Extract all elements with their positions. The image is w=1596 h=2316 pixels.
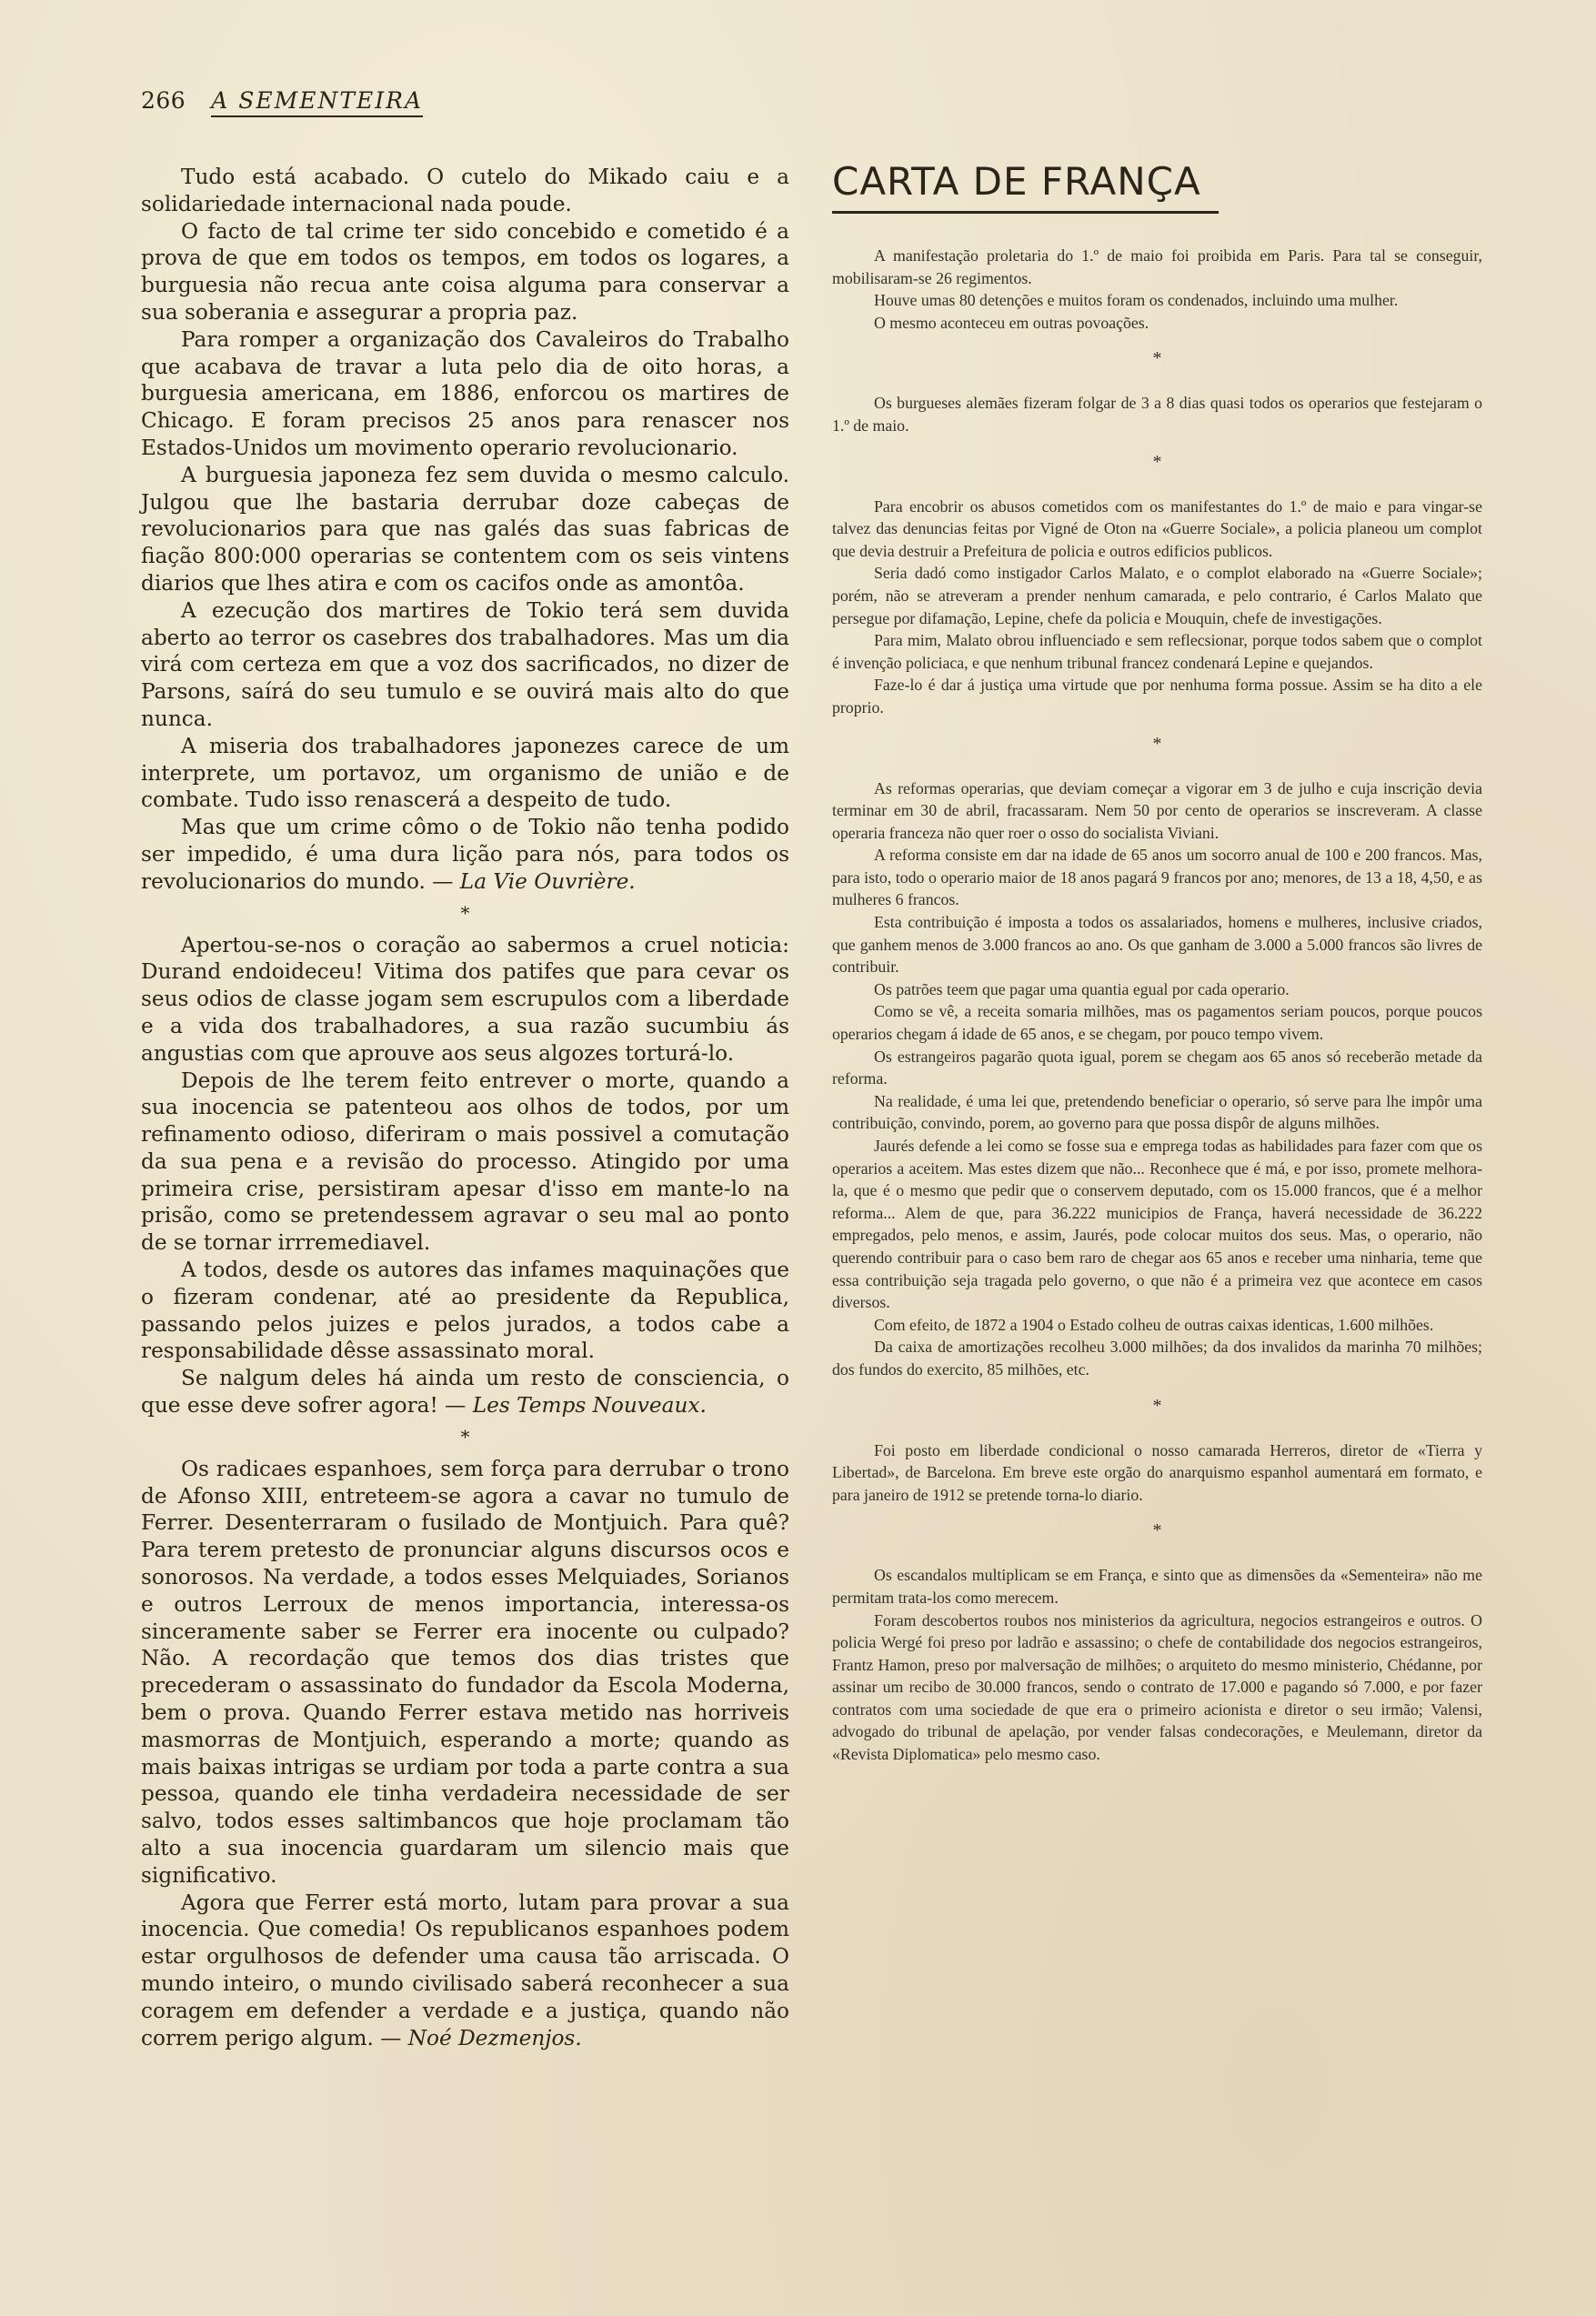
paragraph: A miseria dos trabalhadores japonezes carece de um interprete, um portavoz, um organismo de união e de combate. Tudo isso renascerá a despeito de tudo. bbox=[141, 733, 789, 813]
paragraph: Seria dadó como instigador Carlos Malato, e o complot elaborado na «Guerre Sociale»; porém, não se atreveram a prender nenhum camarada, e pelo contrario, é Carlos Malato que persegue por difamação, Lepine, chefe da policia e Mouquin, chefe de investigações. bbox=[832, 564, 1482, 627]
right-column bbox=[832, 159, 1482, 1766]
source-signature: La Vie Ouvrière. bbox=[459, 868, 636, 894]
section-separator-asterisk: * bbox=[1152, 1395, 1162, 1416]
paragraph-text: Mas que um crime cômo o de Tokio não tenha podido ser impedido, é uma dura lição para nós, para todos os revolucionarios do mundo. — bbox=[141, 815, 789, 894]
paragraph-text: Agora que Ferrer está morto, lutam para provar a sua inocencia. Que comedia! Os republicanos espanhoes podem estar orgulhosos de defender uma causa tão arriscada. O mundo inteiro, o mundo civilisado saberá reconhecer a sua coragem em defender a verdade e a justiça, quando não correm perigo algum. — bbox=[141, 1890, 789, 2050]
journal-title: A SEMENTEIRA bbox=[211, 87, 423, 117]
paragraph: Os escandalos multiplicam se em França, e sinto que as dimensões da «Sementeira» não me permitam trata-los como merecem. bbox=[832, 1566, 1482, 1607]
page-number: 266 bbox=[141, 87, 186, 114]
paragraph: Para romper a organização dos Cavaleiros do Trabalho que acabava de travar a luta pelo dia de oito horas, a burguesia americana, em 1886, enforcou os martires de Chicago. E foram precisos 25 anos para renascer nos Estados-Unidos um movimento operario revolucionario. bbox=[141, 326, 789, 460]
paragraph: Os estrangeiros pagarão quota igual, porem se chegam aos 65 anos só receberão metade da reforma. bbox=[832, 1047, 1482, 1088]
paragraph: Faze-lo é dar á justiça uma virtude que por nenhuma forma possue. Assim se ha dito a ele proprio. bbox=[832, 676, 1482, 717]
page-header bbox=[141, 87, 423, 117]
paragraph-text: Se nalgum deles há ainda um resto de consciencia, o que esse deve sofrer agora! — bbox=[141, 1366, 789, 1419]
paragraph: A reforma consiste em dar na idade de 65 anos um socorro anual de 100 e 200 francos. Mas, para isto, todo o operario maior de 18 anos pagará 9 francos por ano; menores, de 13 a 18, 4,50, e as mulheres 6 francos. bbox=[832, 846, 1482, 909]
paragraph: A ezecução dos martires de Tokio terá sem duvida aberto ao terror os casebres dos trabalhadores. Mas um dia virá com certeza em que a voz dos sacrificados, no dizer de Parsons, saírá do seu tumulo e se ouvirá mais alto do que nunca. bbox=[141, 597, 789, 731]
title-underline bbox=[832, 211, 1219, 214]
paragraph bbox=[141, 814, 789, 895]
section-separator-asterisk: * bbox=[460, 901, 470, 924]
paragraph: Da caixa de amortizações recolheu 3.000 milhões; da dos invalidos da marinha 70 milhões; dos fundos do exercito, 85 milhões, etc. bbox=[832, 1338, 1482, 1379]
paragraph: Com efeito, de 1872 a 1904 o Estado colheu de outras caixas identicas, 1.600 milhões. bbox=[874, 1315, 1434, 1334]
paragraph: Para mim, Malato obrou influenciado e sem reflecsionar, porque todos sabem que o complot é invenção policiaca, e que nenhum tribunal francez condenará Lepine e quejandos. bbox=[832, 631, 1482, 672]
paragraph: Na realidade, é uma lei que, pretendendo beneficiar o operario, só serve para lhe impôr uma contribuição, convindo, porem, ao governo para que possa dispôr de alguns milhões. bbox=[832, 1091, 1482, 1133]
paragraph: Foi posto em liberdade condicional o nosso camarada Herreros, diretor de «Tierra y Libertad», de Barcelona. Em breve este orgão do anarquismo espanhol aumentará em formato, e para janeiro de 1912 se pretende torna-lo diario. bbox=[832, 1440, 1482, 1504]
author-signature: Noé Dezmenjos. bbox=[407, 2025, 582, 2050]
paragraph: Os radicaes espanhoes, sem força para derrubar o trono de Afonso XIII, entreteem-se agora a cavar no tumulo de Ferrer. Desenterraram o fusilado de Montjuich. Para quê? Para terem pretesto de pronunciar alguns discursos ocos e sonorosos. Na verdade, a todos esses Melquiades, Sorianos e outros Lerroux de menos importancia, interessa-os sinceramente saber se Ferrer era inocente ou culpado? Não. A recordação que temos dos dias tristes que precederam o assassinato do fundador da Escola Moderna, bem o prova. Quando Ferrer estava metido nas horriveis masmorras de Montjuich, esperando a morte; quando as mais baixas intrigas se urdiam por toda a parte contra a sua pessoa, quando ele tinha verdadeira necessidade de ser salvo, todos esses saltimbancos que hoje proclamam tão alto a sua inocencia guardaram um silencio mais que significativo. bbox=[141, 1456, 789, 1888]
paragraph: O facto de tal crime ter sido concebido e cometido é a prova de que em todos os tempos, em todos os logares, a burguesia não recua ante coisa alguma para conservar a sua soberania e assegurar a propria paz. bbox=[141, 218, 789, 325]
paragraph: Jaurés defende a lei como se fosse sua e emprega todas as habilidades para fazer com que os operarios a aceitem. Mas estes dizem que não... Reconhece que é má, e por isso, promete melhora-la, que é o mesmo que pedir que o conservem deputado, com os 15.000 francos, que é a melhor reforma... Alem de que, para 36.222 municipios de França, haverá necessidade de 36.222 empregados, pelo menos, e assim, Jaurés, pode colocar muitos dos seus. Mas, o operario, não querendo contribuir para o caso bem raro de chegar aos 65 anos e receber uma ninharia, teme que essa contribuição seja tragada pelo governo, o que não é a primeira vez que acontece em casos diversos. bbox=[832, 1137, 1482, 1312]
section-separator-asterisk: * bbox=[1152, 451, 1162, 472]
left-column bbox=[141, 164, 789, 2051]
section-separator-asterisk: * bbox=[1152, 733, 1162, 754]
paragraph: Esta contribuição é imposta a todos os assalariados, homens e mulheres, inclusive criados, que ganhem menos de 3.000 francos ao ano. Os que ganham de 3.000 a 5.000 francos são livres de contribuir. bbox=[832, 913, 1482, 977]
section-title: CARTA DE FRANÇA bbox=[832, 159, 1201, 204]
section-separator-asterisk: * bbox=[1152, 348, 1162, 369]
paragraph: A burguesia japoneza fez sem duvida o mesmo calculo. Julgou que lhe bastaria derrubar doze cabeças de revolucionarios para que nas galés das suas fabricas de fiação 800:000 operarias se contentem com os seis vintens diarios que lhes atira e com os cacifos onde as amontôa. bbox=[141, 462, 789, 596]
paragraph: Os burgueses alemães fizeram folgar de 3 a 8 dias quasi todos os operarios que festejaram o 1.º de maio. bbox=[832, 394, 1482, 435]
section-separator-asterisk: * bbox=[1152, 1520, 1162, 1541]
paragraph: O mesmo aconteceu em outras povoações. bbox=[874, 313, 1149, 332]
paragraph: A manifestação proletaria do 1.º de maio foi proibida em Paris. Para tal se conseguir, mobilisaram-se 26 regimentos. bbox=[832, 246, 1482, 287]
paragraph: Apertou-se-nos o coração ao sabermos a cruel noticia: Durand endoideceu! Vitima dos patifes que para cevar os seus odios de classe jogam sem escrupulos com a liberdade e a vida dos trabalhadores, a sua razão sucumbiu ás angustias com que aprouve aos seus algozes torturá-lo. bbox=[141, 932, 789, 1066]
section-separator-asterisk: * bbox=[460, 1425, 470, 1448]
paragraph: Tudo está acabado. O cutelo do Mikado caiu e a solidariedade internacional nada poude. bbox=[141, 165, 789, 216]
paragraph: Foram descobertos roubos nos ministerios da agricultura, negocios estrangeiros e outros. O policia Wergé foi preso por ladrão e assassino; o chefe de contabilidade dos negocios estrangeiros, Frantz Hamon, preso por malversação de milhões; o arquiteto do mesmo ministerio, Chédanne, por assinar um recibo de 30.000 francos, sendo o contrato de 17.000 e pagando só 7.000, e por fazer contratos com uma sociedade de que era o primeiro acionista e diretor o seu irmão; Valensi, advogado do tribunal de apelação, por vender falsas condecorações, e Meulemann, diretor da «Revista Diplomatica» pelo mesmo caso. bbox=[832, 1610, 1482, 1764]
paragraph: A todos, desde os autores das infames maquinações que o fizeram condenar, até ao presidente da Republica, passando pelos juizes e pelos jurados, a todos cabe a responsabilidade dêsse assassinato moral. bbox=[141, 1258, 789, 1364]
paragraph: Houve umas 80 detenções e muitos foram os condenados, incluindo uma mulher. bbox=[874, 291, 1399, 310]
source-signature: Les Temps Nouveaux. bbox=[472, 1393, 707, 1419]
paragraph: Como se vê, a receita somaria milhões, mas os pagamentos seriam poucos, porque poucos operarios chegam á idade de 65 anos, e se chegam, por pouco tempo vivem. bbox=[832, 1002, 1482, 1044]
paragraph bbox=[141, 1365, 789, 1419]
paragraph: As reformas operarias, que deviam começar a vigorar em 3 de julho e cuja inscrição devia terminar em 30 de abril, fracassaram. Nem 50 por cento de operarios se inscreveram. A classe operaria franceza não quer roer o osso do socialista Viviani. bbox=[832, 778, 1482, 842]
paragraph: Para encobrir os abusos cometidos com os manifestantes do 1.º de maio e para vingar-se talvez das denuncias feitas por Vigné de Oton na «Guerre Sociale», a policia planeou um complot que devia destruir a Prefeitura de policia e outros edificios publicos. bbox=[832, 496, 1482, 560]
paragraph: Depois de lhe terem feito entrever o morte, quando a sua inocencia se patenteou aos olhos de todos, por um refinamento odioso, diferiram o mais possivel a comutação da sua pena e a revisão do processo. Atingido por uma primeira crise, persistiram apesar d'isso em mante-lo na prisão, como se pretendessem agravar o seu mal ao ponto de se tornar irrremediavel. bbox=[141, 1068, 789, 1256]
paragraph: Os patrões teem que pagar uma quantia egual por cada operario. bbox=[874, 979, 1290, 998]
paragraph bbox=[141, 1890, 789, 2052]
